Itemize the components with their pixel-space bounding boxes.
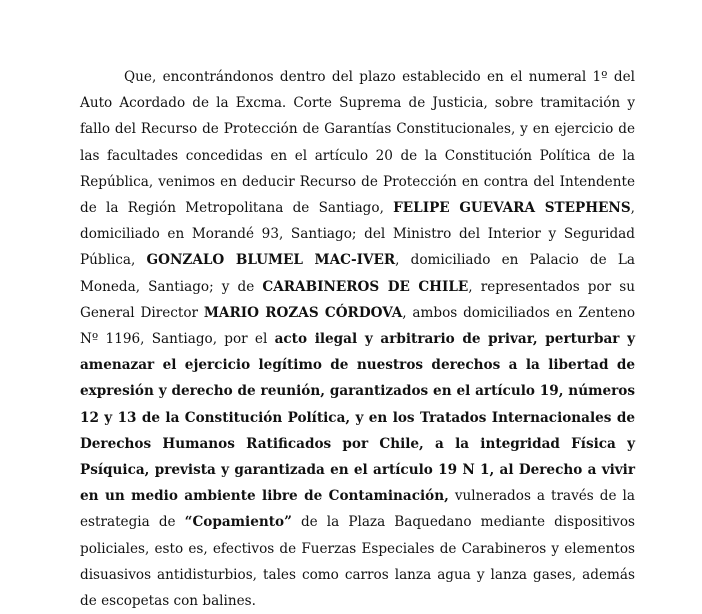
bold-name-mario-rozas: MARIO ROZAS CÓRDOVA: [203, 304, 403, 321]
bold-rights-statement: acto ilegal y arbitrario de privar, perturbar y amenazar el ejercicio legítimo de nuestros derechos a la libertad de expresión y derecho de reunión, garantizados en el artículo 19, números 12 y 13 de la Constitución Política, y en los Tratados Internacionales de Derechos Humanos Ratificados por Chile, a la integridad Física y Psíquica, prevista y garantizada en el artículo 19 N 1, al Derecho a vivir en un medio ambiente libre de Contaminación,: [80, 331, 635, 505]
bold-copamiento: “Copamiento”: [184, 514, 292, 531]
text-segment: de la Plaza Baquedano mediante dispositivos policiales, esto es, efectivos de Fuerzas Especiales de Carabineros y elementos disuasivos antidisturbios, tales como carros lanza agua y lanza gases, además de escopetas con balines.: [80, 514, 635, 610]
body-paragraph: [80, 64, 635, 614]
text-segment: , representados por su General Director: [80, 278, 636, 321]
text-segment: , domiciliado en Morandé 93, Santiago; del Ministro del Interior y Seguridad Pública,: [80, 200, 635, 269]
bold-name-gonzalo-blumel: GONZALO BLUMEL MAC-IVER: [146, 252, 396, 269]
text-segment: , ambos domiciliados en Zenteno Nº 1196, Santiago, por el: [80, 304, 636, 348]
bold-name-felipe-guevara: FELIPE GUEVARA STEPHENS: [393, 200, 631, 217]
text-segment: , domiciliado en Palacio de La Moneda, Santiago; y de: [80, 252, 635, 295]
text-segment: vulnerados a través de la estrategia de: [80, 488, 635, 531]
bold-name-carabineros: CARABINEROS DE CHILE: [262, 278, 469, 295]
text-segment: Que, encontrándonos dentro del plazo establecido en el numeral 1º del Auto Acordado de la Excma. Corte Suprema de Justicia, sobre tramitación y fallo del Recurso de Protección de Garantías Constitucionales, y en ejercicio de las facultades concedidas en el artículo 20 de la Constitución Política de la República, venimos en deducir Recurso de Protección en contra del Intendente de la Región Metropolitana de Santiago,: [80, 69, 635, 217]
